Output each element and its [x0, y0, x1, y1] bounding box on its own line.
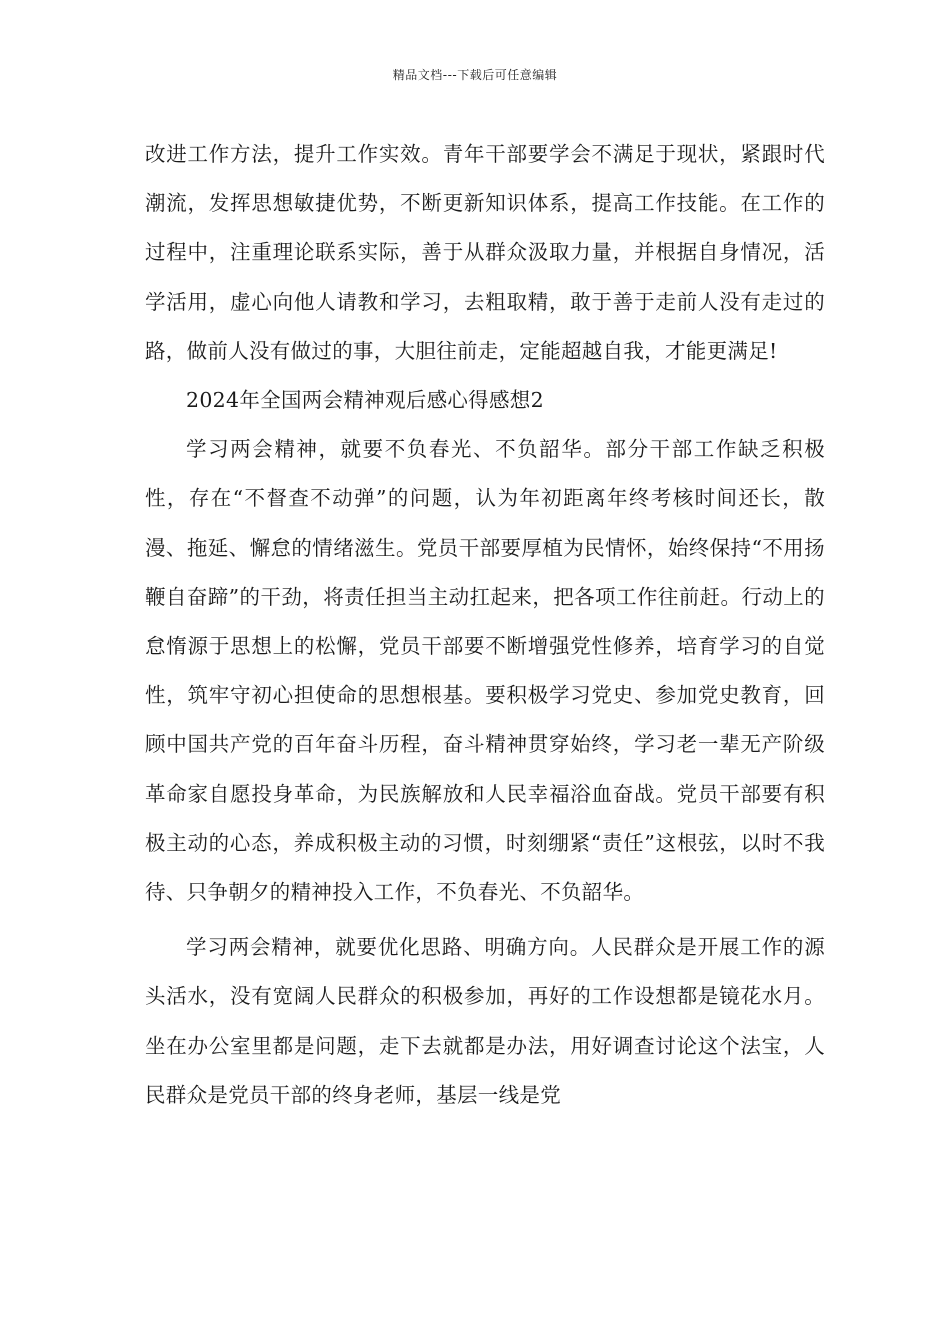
paragraph: 学习两会精神，就要优化思路、明确方向。人民群众是开展工作的源头活水，没有宽阔人民群众的积极参加，再好的工作设想都是镜花水月。坐在办公室里都是问题，走下去就都是办法，用好调查讨论这个法宝，人民群众是党员干部的终身老师，基层一线是党 — [145, 935, 825, 1107]
document-body — [145, 130, 825, 1120]
section-heading: 2024年全国两会精神观后感心得感想2 — [186, 388, 544, 413]
paragraph: 学习两会精神，就要不负春光、不负韶华。部分干部工作缺乏积极性，存在“不督查不动弹”的问题，认为年初距离年终考核时间还长，散漫、拖延、懈怠的情绪滋生。党员干部要厚植为民情怀，始终保持“不用扬鞭自奋蹄”的干劲，将责任担当主动扛起来，把各项工作往前赶。行动上的怠惰源于思想上的松懈，党员干部要不断增强党性修养，培育学习的自觉性，筑牢守初心担使命的思想根基。要积极学习党史、参加党史教育，回顾中国共产党的百年奋斗历程，奋斗精神贯穿始终，学习老一辈无产阶级革命家自愿投身革命，为民族解放和人民幸福浴血奋战。党员干部要有积极主动的心态，养成积极主动的习惯，时刻绷紧“责任”这根弦，以时不我待、只争朝夕的精神投入工作，不负春光、不负韶华。 — [145, 437, 825, 905]
paragraph-continued: 改进工作方法，提升工作实效。青年干部要学会不满足于现状，紧跟时代潮流，发挥思想敏捷优势，不断更新知识体系，提高工作技能。在工作的过程中，注重理论联系实际，善于从群众汲取力量，并根据自身情况，活学活用，虚心向他人请教和学习，去粗取精，敢于善于走前人没有走过的路，做前人没有做过的事，大胆往前走，定能超越自我，才能更满足! — [145, 142, 825, 363]
page-header: 精品文档---下载后可任意编辑 — [392, 68, 558, 82]
